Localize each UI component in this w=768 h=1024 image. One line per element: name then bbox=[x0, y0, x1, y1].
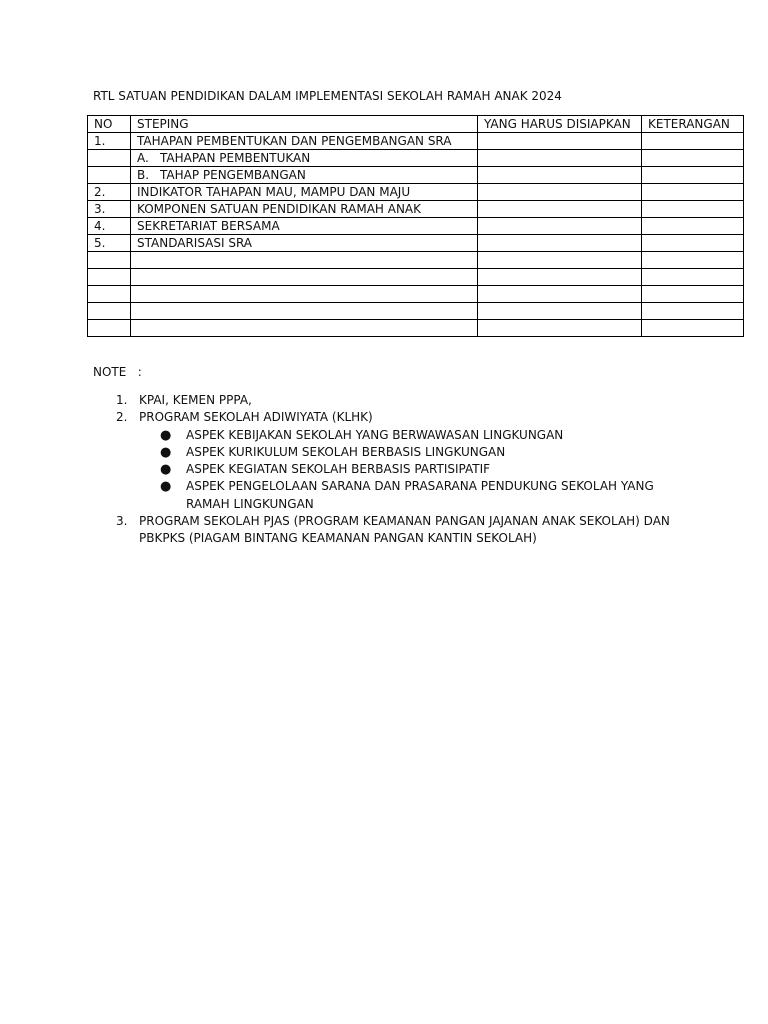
note-item-text: PROGRAM SEKOLAH ADIWIYATA (KLHK) bbox=[139, 410, 373, 425]
note-item-text: PROGRAM SEKOLAH PJAS (PROGRAM KEAMANAN PANGAN JAJANAN ANAK SEKOLAH) DAN PBKPKS (PIAGAM BINTANG KEAMANAN PANGAN KANTIN SEKOLAH) bbox=[139, 514, 670, 546]
document-title: RTL SATUAN PENDIDIKAN DALAM IMPLEMENTASI SEKOLAH RAMAH ANAK 2024 bbox=[93, 89, 562, 103]
row-no-cell bbox=[88, 252, 131, 269]
note-bullet-item bbox=[0, 461, 656, 478]
row-step-cell bbox=[131, 150, 478, 167]
table-row bbox=[88, 201, 744, 218]
row-note-cell bbox=[642, 235, 744, 252]
row-prep-cell bbox=[478, 235, 642, 252]
plan-table bbox=[87, 115, 744, 337]
note-list-item bbox=[0, 392, 699, 409]
note-item-text: KPAI, KEMEN PPPA, bbox=[139, 393, 252, 407]
bullet-text: ASPEK KEBIJAKAN SEKOLAH YANG BERWAWASAN LINGKUNGAN bbox=[186, 427, 564, 442]
row-no-cell: 1. bbox=[88, 133, 131, 150]
table-body bbox=[88, 133, 744, 337]
row-step-cell bbox=[131, 184, 478, 201]
row-step-cell bbox=[131, 320, 478, 337]
row-step-cell bbox=[131, 218, 478, 235]
row-prep-cell bbox=[478, 252, 642, 269]
row-prep-cell bbox=[478, 150, 642, 167]
bullet-icon: ● bbox=[160, 444, 172, 460]
row-prep-cell bbox=[478, 269, 642, 286]
note-bullet-item bbox=[0, 427, 656, 444]
row-note-cell bbox=[642, 167, 744, 184]
note-item-number: 1. bbox=[116, 393, 128, 407]
note-item-number: 3. bbox=[116, 514, 128, 529]
note-bullet-item bbox=[0, 478, 656, 513]
row-no-cell bbox=[88, 303, 131, 320]
bullet-text: ASPEK KEGIATAN SEKOLAH BERBASIS PARTISIPATIF bbox=[186, 462, 491, 477]
row-step-cell bbox=[131, 303, 478, 320]
row-note-cell bbox=[642, 269, 744, 286]
table-row bbox=[88, 252, 744, 269]
row-note-cell bbox=[642, 184, 744, 201]
row-step-cell bbox=[131, 269, 478, 286]
bullet-icon: ● bbox=[160, 427, 172, 443]
row-note-cell bbox=[642, 133, 744, 150]
note-list-item bbox=[0, 409, 699, 426]
row-note-cell bbox=[642, 252, 744, 269]
row-note-cell bbox=[642, 303, 744, 320]
row-step-text: INDIKATOR TAHAPAN MAU, MAMPU DAN MAJU bbox=[137, 184, 411, 199]
row-step-text: KOMPONEN SATUAN PENDIDIKAN RAMAH ANAK bbox=[137, 201, 422, 216]
table-row bbox=[88, 167, 744, 184]
note-label: NOTE : bbox=[93, 365, 142, 379]
row-note-cell bbox=[642, 320, 744, 337]
row-note-cell bbox=[642, 201, 744, 218]
sub-step-marker: A. bbox=[137, 150, 149, 165]
table-row bbox=[88, 269, 744, 286]
row-step-cell bbox=[131, 286, 478, 303]
table-row bbox=[88, 235, 744, 252]
header-no: NO bbox=[88, 116, 131, 133]
row-no-cell: 4. bbox=[88, 218, 131, 235]
row-prep-cell bbox=[478, 303, 642, 320]
row-step-text: STANDARISASI SRA bbox=[137, 235, 253, 250]
note-item-number: 2. bbox=[116, 410, 128, 425]
row-no-cell: 3. bbox=[88, 201, 131, 218]
row-step-cell bbox=[131, 167, 478, 184]
table-row bbox=[88, 218, 744, 235]
bullet-icon: ● bbox=[160, 462, 172, 478]
row-prep-cell bbox=[478, 320, 642, 337]
table-row bbox=[88, 133, 744, 150]
row-no-cell bbox=[88, 320, 131, 337]
header-yang-harus-disiapkan: YANG HARUS DISIAPKAN bbox=[478, 116, 642, 133]
bullet-icon: ● bbox=[160, 479, 172, 495]
row-prep-cell bbox=[478, 286, 642, 303]
row-no-cell bbox=[88, 150, 131, 167]
table-header-row bbox=[88, 116, 744, 133]
row-no-cell bbox=[88, 269, 131, 286]
table-row bbox=[88, 320, 744, 337]
row-step-text: TAHAPAN PEMBENTUKAN bbox=[160, 150, 311, 165]
row-note-cell bbox=[642, 218, 744, 235]
note-bullet-item bbox=[0, 444, 656, 461]
row-no-cell bbox=[88, 286, 131, 303]
header-steping: STEPING bbox=[131, 116, 478, 133]
row-step-text: TAHAPAN PEMBENTUKAN DAN PENGEMBANGAN SRA bbox=[137, 133, 452, 148]
row-step-cell bbox=[131, 252, 478, 269]
table-row bbox=[88, 286, 744, 303]
row-note-cell bbox=[642, 286, 744, 303]
row-prep-cell bbox=[478, 184, 642, 201]
row-step-text: SEKRETARIAT BERSAMA bbox=[137, 218, 280, 233]
bullet-text: ASPEK KURIKULUM SEKOLAH BERBASIS LINGKUNGAN bbox=[186, 444, 506, 459]
table-row bbox=[88, 150, 744, 167]
bullet-text: ASPEK PENGELOLAAN SARANA DAN PRASARANA PENDUKUNG SEKOLAH YANG RAMAH LINGKUNGAN bbox=[186, 479, 654, 511]
row-no-cell bbox=[88, 167, 131, 184]
row-no-cell: 5. bbox=[88, 235, 131, 252]
notes-list bbox=[0, 392, 768, 548]
row-no-cell: 2. bbox=[88, 184, 131, 201]
row-prep-cell bbox=[478, 133, 642, 150]
row-note-cell bbox=[642, 150, 744, 167]
header-keterangan: KETERANGAN bbox=[642, 116, 744, 133]
row-step-cell bbox=[131, 235, 478, 252]
row-prep-cell bbox=[478, 167, 642, 184]
row-step-cell bbox=[131, 201, 478, 218]
table-row bbox=[88, 184, 744, 201]
row-prep-cell bbox=[478, 218, 642, 235]
row-step-text: TAHAP PENGEMBANGAN bbox=[160, 167, 306, 182]
row-prep-cell bbox=[478, 201, 642, 218]
sub-step-marker: B. bbox=[137, 167, 150, 182]
note-list-item bbox=[0, 513, 699, 548]
table-row bbox=[88, 303, 744, 320]
row-step-cell bbox=[131, 133, 478, 150]
